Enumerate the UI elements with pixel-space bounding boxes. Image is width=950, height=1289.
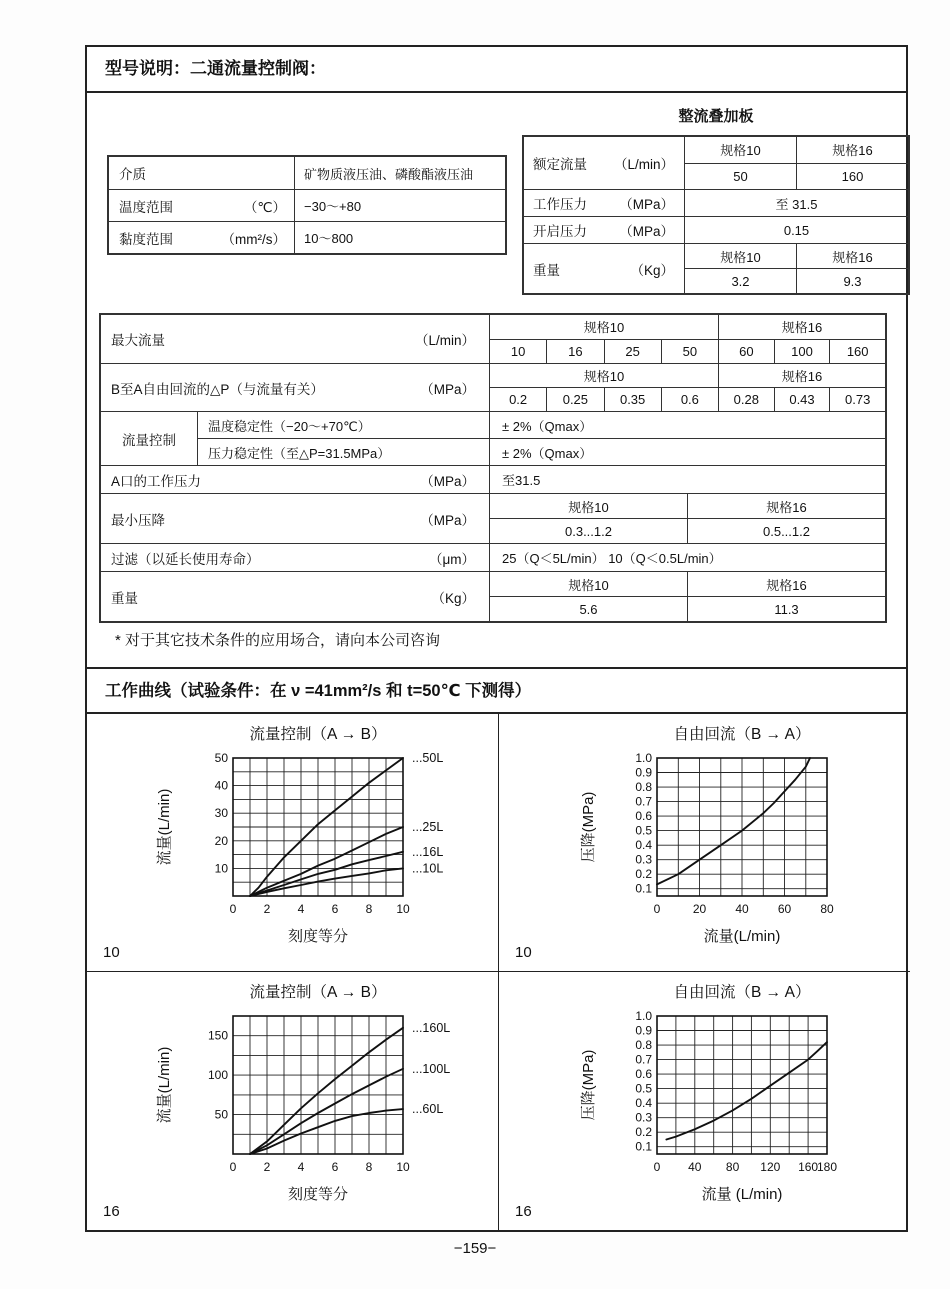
unit-text: （μm） (428, 551, 475, 567)
sub-labels (197, 412, 489, 465)
label-text: 额定流量 (533, 157, 587, 172)
table-cell: 10 (510, 343, 526, 359)
table-row (109, 221, 505, 253)
svg-text:40: 40 (735, 902, 749, 916)
svg-text:20: 20 (214, 833, 228, 848)
row-data (489, 466, 885, 493)
table-cell: 50 (733, 168, 748, 184)
row-label (101, 544, 489, 571)
row-label (109, 190, 294, 221)
svg-text:0.7: 0.7 (635, 1052, 652, 1067)
svg-text:...100L: ...100L (412, 1061, 451, 1076)
svg-text:...25L: ...25L (412, 820, 444, 834)
svg-text:流量(L/min): 流量(L/min) (156, 1046, 173, 1124)
svg-text:0: 0 (653, 902, 661, 916)
unit-text: （Kg） (431, 590, 475, 606)
row-value: 矿物质液压油、磷酸酯液压油 (294, 157, 505, 189)
row-label (101, 466, 489, 493)
table-row (109, 157, 505, 189)
svg-text:10: 10 (396, 1160, 410, 1174)
technical-data-table (99, 313, 887, 623)
table-cell: 5.6 (490, 596, 687, 621)
svg-text:180: 180 (816, 1160, 838, 1174)
svg-text:流量控制（A → B）: 流量控制（A → B） (249, 726, 387, 743)
table-row (101, 363, 885, 411)
sub-label: 压力稳定性（至△P=31.5MPa） (198, 438, 489, 465)
chart-svg (87, 714, 498, 954)
svg-text:流量(L/min): 流量(L/min) (703, 928, 781, 945)
row-value: −30～+80 (294, 190, 505, 221)
row-data (489, 572, 885, 621)
label-text: 黏度范围 (119, 231, 173, 247)
spec16-header: 规格16 (766, 577, 807, 593)
chart-svg (499, 972, 910, 1212)
table-row (101, 411, 885, 465)
svg-text:50: 50 (214, 751, 228, 765)
table-cell: 9.3 (796, 269, 908, 293)
unit-text: （MPa） (420, 473, 475, 489)
svg-text:0.5: 0.5 (635, 823, 652, 838)
table-row (524, 216, 908, 243)
chart-size-label: 16 (103, 1203, 120, 1220)
svg-text:80: 80 (820, 902, 834, 916)
row-label (101, 364, 489, 411)
table-cell: 0.6 (661, 388, 718, 411)
svg-text:...16L: ...16L (412, 844, 444, 859)
spec-header-row (490, 364, 885, 387)
row-label (109, 157, 294, 189)
spec16-header: 规格16 (796, 137, 908, 163)
svg-text:自由回流（B → A）: 自由回流（B → A） (673, 726, 811, 743)
table-cell: 50 (661, 340, 718, 364)
table-cell: 至 31.5 (684, 190, 908, 216)
svg-text:0.9: 0.9 (635, 1023, 652, 1038)
section-title: 工作曲线（试验条件：在 ν =41mm²/s 和 t=50℃ 下测得） (87, 667, 906, 714)
svg-text:40: 40 (688, 1160, 702, 1174)
svg-text:0.1: 0.1 (635, 881, 652, 896)
value-stack (490, 412, 885, 465)
svg-text:刻度等分: 刻度等分 (287, 928, 349, 945)
medium-spec-table (107, 155, 507, 255)
row-label (524, 137, 684, 189)
row-label (109, 222, 294, 253)
table-cell: 0.3...1.2 (490, 518, 687, 543)
svg-text:160: 160 (798, 1160, 819, 1174)
svg-text:压降(MPa): 压降(MPa) (580, 1049, 597, 1121)
label-text: A口的工作压力 (111, 473, 202, 489)
svg-text:0.2: 0.2 (635, 867, 652, 882)
svg-text:流量控制（A → B）: 流量控制（A → B） (249, 984, 387, 1001)
document-frame (85, 45, 908, 1232)
label-text: 重量 (533, 262, 560, 278)
row-data (684, 137, 908, 189)
svg-text:0.7: 0.7 (635, 794, 652, 809)
spec10-header: 规格10 (583, 320, 625, 336)
unit-text: （Kg） (630, 262, 674, 278)
label-text: 工作压力 (533, 197, 587, 212)
label-text: 最小压降 (111, 512, 165, 528)
spec16-header: 规格16 (796, 244, 908, 268)
svg-text:8: 8 (365, 1160, 373, 1174)
unit-text: （L/min） (414, 333, 475, 348)
chart-svg (499, 714, 910, 954)
chart-size-label: 10 (103, 944, 120, 961)
svg-text:0: 0 (653, 1160, 661, 1174)
row-data (489, 364, 885, 411)
unit-text: （MPa） (420, 512, 475, 528)
unit-text: （MPa） (619, 224, 674, 239)
unit-text: （℃） (243, 199, 286, 215)
page-title (87, 47, 906, 93)
spec16-header: 规格16 (781, 369, 823, 384)
svg-text:80: 80 (725, 1160, 740, 1174)
value-row (490, 339, 885, 364)
row-label (524, 244, 684, 293)
table-row (524, 137, 908, 189)
svg-text:0.6: 0.6 (635, 1067, 652, 1082)
table-cell: 160 (829, 340, 885, 364)
row-data (489, 412, 885, 465)
label-text: 流量控制 (122, 432, 176, 448)
svg-text:0.9: 0.9 (635, 765, 652, 780)
svg-text:120: 120 (760, 1160, 781, 1174)
label-text: 过滤（以延长使用寿命） (111, 551, 260, 567)
value-row (490, 387, 885, 411)
spec10-header: 规格10 (583, 369, 625, 384)
svg-text:0.1: 0.1 (635, 1139, 652, 1154)
plate-table-title: 整流叠加板 (678, 108, 754, 125)
spec-header-row (490, 315, 885, 339)
table-row (101, 493, 885, 543)
row-label (524, 217, 684, 243)
row-label (101, 572, 489, 621)
spec10-header: 规格10 (568, 577, 609, 593)
table-cell: 0.15 (684, 217, 908, 243)
value-halves (490, 572, 885, 621)
table-cell: 11.3 (688, 596, 885, 621)
chart-size-label: 16 (515, 1203, 532, 1220)
label-text: B至A自由回流的△P（与流量有关） (111, 381, 324, 397)
value-row (685, 163, 908, 190)
table-row (101, 315, 885, 363)
row-label (524, 190, 684, 216)
table-cell: 3.2 (731, 273, 750, 289)
svg-text:流量 (L/min): 流量 (L/min) (701, 1186, 783, 1203)
chart-flow-control-16 (87, 971, 498, 1230)
svg-text:2: 2 (263, 902, 271, 916)
svg-text:10: 10 (214, 861, 228, 876)
table-cell: ± 2%（Qmax） (502, 418, 593, 434)
svg-text:100: 100 (207, 1068, 228, 1083)
row-data (489, 544, 885, 571)
table-row (101, 465, 885, 493)
label-text: 温度范围 (119, 199, 173, 215)
svg-text:1.0: 1.0 (635, 751, 652, 765)
svg-text:1.0: 1.0 (635, 1009, 652, 1023)
svg-text:0.3: 0.3 (635, 852, 652, 867)
row-data (489, 494, 885, 543)
table-cell: 25 (604, 340, 661, 364)
table-cell: 25（Q＜5L/min） 10（Q＜0.5L/min） (502, 551, 722, 566)
table-cell: 0.28 (733, 392, 759, 407)
chart-flow-control-10 (87, 714, 498, 971)
chart-free-flow-16 (498, 971, 910, 1230)
svg-text:30: 30 (214, 806, 228, 821)
table-cell: 0.43 (774, 388, 830, 411)
table-cell: 0.2 (509, 392, 528, 407)
row-label (101, 412, 489, 465)
row-value: 10～800 (294, 222, 505, 253)
row-data (684, 244, 908, 293)
svg-text:0.5: 0.5 (635, 1081, 652, 1096)
svg-text:0.4: 0.4 (635, 1096, 652, 1111)
svg-text:0.2: 0.2 (635, 1125, 652, 1140)
svg-text:60: 60 (777, 902, 792, 916)
svg-text:压降(MPa): 压降(MPa) (580, 791, 597, 863)
table-cell: 60 (739, 343, 754, 359)
svg-text:0.3: 0.3 (635, 1110, 652, 1125)
table-cell: 至31.5 (502, 473, 541, 488)
plate-spec-table (522, 135, 910, 295)
table-row (524, 243, 908, 293)
table-cell: 0.5...1.2 (688, 518, 885, 543)
unit-text: （MPa） (619, 197, 674, 212)
spec-header-row (685, 137, 908, 163)
value-row (685, 268, 908, 293)
svg-text:2: 2 (263, 1160, 271, 1174)
row-data (489, 315, 885, 363)
spec16-header: 规格16 (781, 320, 823, 336)
table-cell: 0.73 (829, 388, 885, 411)
unit-text: （MPa） (420, 381, 475, 397)
svg-text:4: 4 (297, 1160, 305, 1174)
label-text: 最大流量 (111, 333, 165, 348)
value-halves (490, 494, 885, 543)
sub-label: 温度稳定性（−20～+70℃） (208, 418, 371, 434)
page-number: −159− (453, 1240, 497, 1257)
svg-text:刻度等分: 刻度等分 (287, 1186, 349, 1203)
svg-text:8: 8 (365, 902, 373, 916)
footnote: * 对于其它技术条件的应用场合，请向本公司咨询 (115, 632, 441, 649)
svg-text:150: 150 (207, 1028, 228, 1043)
spec10-header: 规格10 (720, 143, 761, 159)
chart-size-label: 10 (515, 944, 532, 961)
label-text: 介质 (119, 167, 146, 182)
svg-text:...60L: ...60L (412, 1102, 444, 1117)
chart-free-flow-10 (498, 714, 910, 971)
spec-header-row (685, 244, 908, 268)
unit-text: （L/min） (613, 157, 674, 172)
table-cell: ± 2%（Qmax） (490, 438, 885, 465)
spec16-header: 规格16 (766, 499, 807, 515)
svg-text:0.8: 0.8 (635, 1038, 652, 1053)
svg-text:...10L: ...10L (412, 861, 444, 876)
label-text: 开启压力 (533, 224, 587, 239)
table-row (101, 571, 885, 621)
svg-text:6: 6 (331, 1160, 339, 1174)
row-label (101, 315, 489, 363)
svg-text:...160L: ...160L (412, 1020, 451, 1035)
unit-text: （mm²/s） (221, 231, 286, 247)
table-cell: 0.35 (604, 388, 661, 411)
svg-text:0.4: 0.4 (635, 838, 652, 853)
spec10-header: 规格10 (568, 499, 609, 515)
table-row (109, 189, 505, 221)
charts-grid (87, 714, 906, 1230)
svg-text:流量(L/min): 流量(L/min) (156, 788, 173, 866)
svg-text:50: 50 (214, 1107, 228, 1122)
svg-text:6: 6 (331, 902, 339, 916)
chart-svg (87, 972, 498, 1212)
table-cell: 0.25 (546, 388, 603, 411)
table-row (524, 189, 908, 216)
table-row (101, 543, 885, 571)
svg-text:0: 0 (229, 1160, 237, 1174)
svg-text:4: 4 (297, 902, 305, 916)
svg-text:自由回流（B → A）: 自由回流（B → A） (673, 984, 811, 1001)
page-title-text: 型号说明：二通流量控制阀： (105, 59, 326, 78)
svg-text:...50L: ...50L (412, 751, 444, 765)
table-cell: 16 (546, 340, 603, 364)
svg-text:0.8: 0.8 (635, 780, 652, 795)
label-text: 重量 (111, 590, 138, 606)
svg-text:20: 20 (692, 902, 707, 916)
row-label (101, 494, 489, 543)
svg-text:10: 10 (396, 902, 410, 916)
svg-text:0.6: 0.6 (635, 809, 652, 824)
table-cell: 160 (796, 164, 908, 190)
svg-text:40: 40 (214, 778, 228, 793)
svg-text:0: 0 (229, 902, 237, 916)
spec10-header: 规格10 (720, 249, 761, 265)
table-cell: 100 (774, 340, 830, 364)
